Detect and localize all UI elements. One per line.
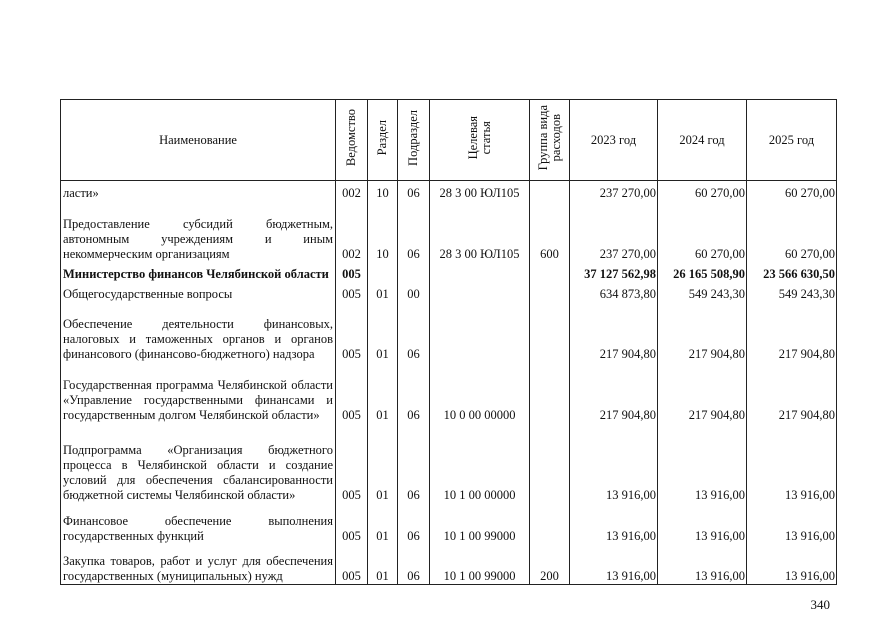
row-2025: 217 904,80 [747, 302, 837, 362]
header-2024: 2024 год [658, 100, 747, 181]
row-group [530, 262, 570, 282]
row-2025: 217 904,80 [747, 362, 837, 422]
row-group [530, 423, 570, 504]
row-2025: 23 566 630,50 [747, 262, 837, 282]
row-2023: 217 904,80 [570, 302, 658, 362]
row-target [430, 262, 530, 282]
row-dept: 005 [336, 544, 368, 585]
table-header-row [61, 100, 837, 181]
table-row [61, 302, 837, 362]
table-row [61, 544, 837, 585]
row-2024: 217 904,80 [658, 302, 747, 362]
row-section: 01 [368, 423, 398, 504]
row-target: 10 1 00 99000 [430, 503, 530, 543]
header-group: Группа вида расходов [530, 100, 570, 181]
row-2024: 60 270,00 [658, 201, 747, 261]
row-subsection: 00 [398, 282, 430, 302]
row-name: Государственная программа Челябинской области «Управление государственными финансами и государственным долгом Челябинской области» [61, 362, 336, 422]
row-2025: 60 270,00 [747, 181, 837, 202]
row-target: 28 3 00 ЮЛ105 [430, 181, 530, 202]
header-2023: 2023 год [570, 100, 658, 181]
row-name: Предоставление субсидий бюджетным, автономным учреждениям и иным некоммерческим организациям [61, 201, 336, 261]
row-name: Закупка товаров, работ и услуг для обеспечения государственных (муниципальных) нужд [61, 544, 336, 585]
row-name: Общегосударственные вопросы [61, 282, 336, 302]
row-2024: 26 165 508,90 [658, 262, 747, 282]
header-name: Наименование [61, 100, 336, 181]
row-2025: 60 270,00 [747, 201, 837, 261]
header-2025: 2025 год [747, 100, 837, 181]
row-group [530, 282, 570, 302]
row-subsection: 06 [398, 544, 430, 585]
row-2024: 217 904,80 [658, 362, 747, 422]
row-group: 200 [530, 544, 570, 585]
row-2023: 237 270,00 [570, 201, 658, 261]
row-target [430, 302, 530, 362]
row-2024: 13 916,00 [658, 423, 747, 504]
row-2024: 13 916,00 [658, 503, 747, 543]
row-section: 01 [368, 282, 398, 302]
row-target [430, 282, 530, 302]
row-2023: 634 873,80 [570, 282, 658, 302]
row-group [530, 181, 570, 202]
row-name: Подпрограмма «Организация бюджетного процесса в Челябинской области и создание условий для обеспечения сбалансированности бюджетной системы Челябинской области» [61, 423, 336, 504]
row-target: 10 1 00 99000 [430, 544, 530, 585]
row-target: 28 3 00 ЮЛ105 [430, 201, 530, 261]
row-subsection: 06 [398, 201, 430, 261]
row-subsection: 06 [398, 302, 430, 362]
row-2023: 13 916,00 [570, 544, 658, 585]
row-section: 01 [368, 544, 398, 585]
row-2025: 13 916,00 [747, 423, 837, 504]
budget-table [60, 99, 837, 585]
header-subsection: Подраздел [398, 100, 430, 181]
row-dept: 005 [336, 302, 368, 362]
row-section [368, 262, 398, 282]
row-name: Обеспечение деятельности финансовых, налоговых и таможенных органов и органов финансового (финансово-бюджетного) надзора [61, 302, 336, 362]
row-name: ласти» [61, 181, 336, 202]
row-subsection: 06 [398, 503, 430, 543]
row-2023: 37 127 562,98 [570, 262, 658, 282]
row-dept: 002 [336, 181, 368, 202]
row-2025: 13 916,00 [747, 544, 837, 585]
row-name: Финансовое обеспечение выполнения государственных функций [61, 503, 336, 543]
row-subsection [398, 262, 430, 282]
page-number: 340 [810, 597, 830, 612]
row-section: 01 [368, 302, 398, 362]
table-row [61, 362, 837, 422]
row-target: 10 1 00 00000 [430, 423, 530, 504]
row-target: 10 0 00 00000 [430, 362, 530, 422]
row-dept: 005 [336, 423, 368, 504]
row-group [530, 503, 570, 543]
row-2024: 13 916,00 [658, 544, 747, 585]
row-group: 600 [530, 201, 570, 261]
row-section: 01 [368, 503, 398, 543]
row-2023: 237 270,00 [570, 181, 658, 202]
row-section: 10 [368, 181, 398, 202]
row-subsection: 06 [398, 181, 430, 202]
table-row [61, 282, 837, 302]
table-row [61, 423, 837, 504]
row-name: Министерство финансов Челябинской области [61, 262, 336, 282]
header-target: Целевая статья [430, 100, 530, 181]
row-subsection: 06 [398, 423, 430, 504]
row-2025: 549 243,30 [747, 282, 837, 302]
row-dept: 002 [336, 201, 368, 261]
table-row [61, 201, 837, 261]
row-section: 01 [368, 362, 398, 422]
row-dept: 005 [336, 503, 368, 543]
row-2023: 13 916,00 [570, 423, 658, 504]
header-section: Раздел [368, 100, 398, 181]
row-subsection: 06 [398, 362, 430, 422]
row-2023: 13 916,00 [570, 503, 658, 543]
row-group [530, 362, 570, 422]
table-row [61, 503, 837, 543]
row-group [530, 302, 570, 362]
row-dept: 005 [336, 282, 368, 302]
header-dept: Ведомство [336, 100, 368, 181]
row-2024: 549 243,30 [658, 282, 747, 302]
row-2024: 60 270,00 [658, 181, 747, 202]
row-section: 10 [368, 201, 398, 261]
row-2023: 217 904,80 [570, 362, 658, 422]
row-2025: 13 916,00 [747, 503, 837, 543]
table-row [61, 181, 837, 202]
table-row [61, 262, 837, 282]
row-dept: 005 [336, 262, 368, 282]
row-dept: 005 [336, 362, 368, 422]
